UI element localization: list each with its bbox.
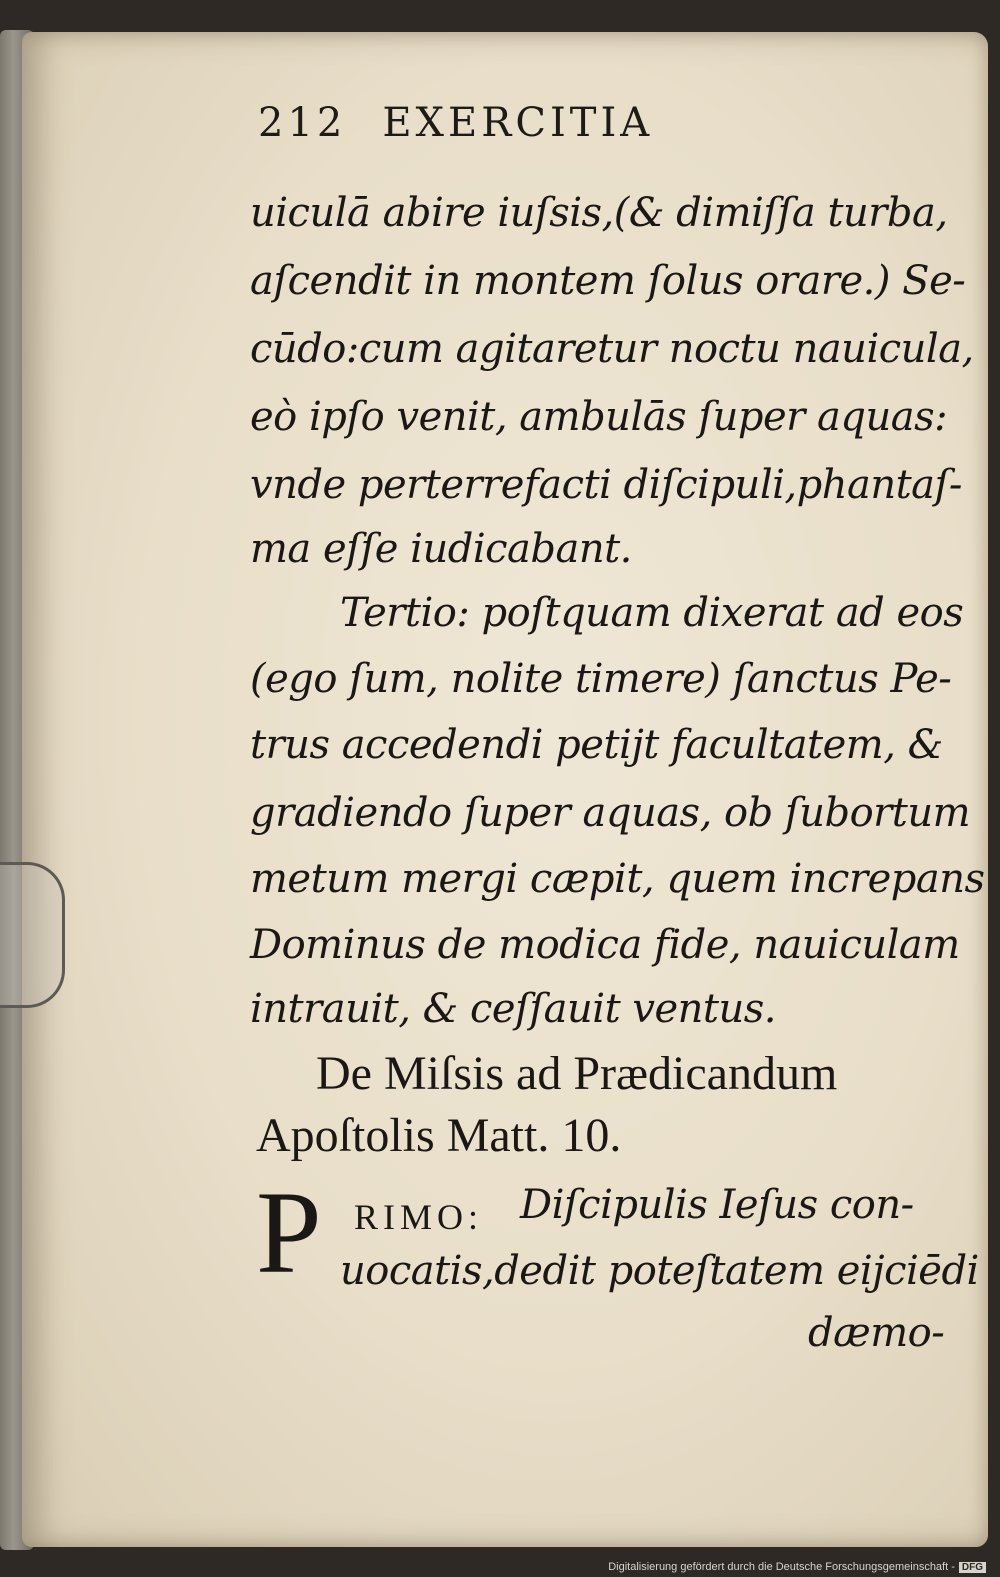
text-line-5: vnde perterrefacti diſcipuli,phantaſ- — [250, 462, 962, 508]
text-line-7: Tertio: poſtquam dixerat ad eos — [340, 590, 964, 636]
primo-line-1: Diſcipulis Ieſus con- — [520, 1182, 914, 1228]
section-heading-line-2: Apoſtolis Matt. 10. — [256, 1109, 622, 1162]
text-line-11: metum mergi cæpit, quem increpans — [250, 856, 985, 902]
credit-text: Digitalisierung gefördert durch die Deutsche Forschungsgemeinschaft - — [608, 1561, 955, 1573]
page-header — [258, 100, 653, 146]
primo-line-2: uocatis,dedit poteſtatem eijciēdi — [340, 1248, 979, 1294]
text-line-9: trus accedendi petijt facultatem, & — [250, 722, 943, 768]
text-line-2: aſcendit in montem ſolus orare.) Se- — [250, 258, 966, 304]
text-line-12: Dominus de modica fide, nauiculam — [250, 922, 960, 968]
running-title: EXERCITIA — [382, 100, 654, 146]
text-line-3: cūdo:cum agitaretur noctu nauicula, — [250, 326, 974, 372]
text-line-4: eò ipſo venit, ambulās ſuper aquas: — [250, 394, 948, 440]
drop-cap: P — [256, 1167, 322, 1298]
text-line-10: gradiendo ſuper aquas, ob ſubortum — [250, 790, 971, 836]
catchword: dæmo- — [808, 1310, 945, 1356]
text-line-1: uiculā abire iuſsis,(& dimiſſa turba, — [250, 190, 948, 236]
book-clasp — [0, 862, 65, 1008]
page-number: 212 — [258, 100, 347, 146]
text-line-6: ma eſſe iudicabant. — [250, 526, 632, 572]
dfg-badge: DFG — [959, 1562, 986, 1573]
text-line-8: (ego ſum, nolite timere) ſanctus Pe- — [250, 656, 952, 702]
section-heading-line-1: De Miſsis ad Prædicandum — [316, 1047, 838, 1100]
primo-smallcaps: RIMO: — [354, 1197, 484, 1237]
digitization-credit — [608, 1561, 986, 1573]
text-line-13: intrauit, & ceſſauit ventus. — [250, 986, 776, 1032]
